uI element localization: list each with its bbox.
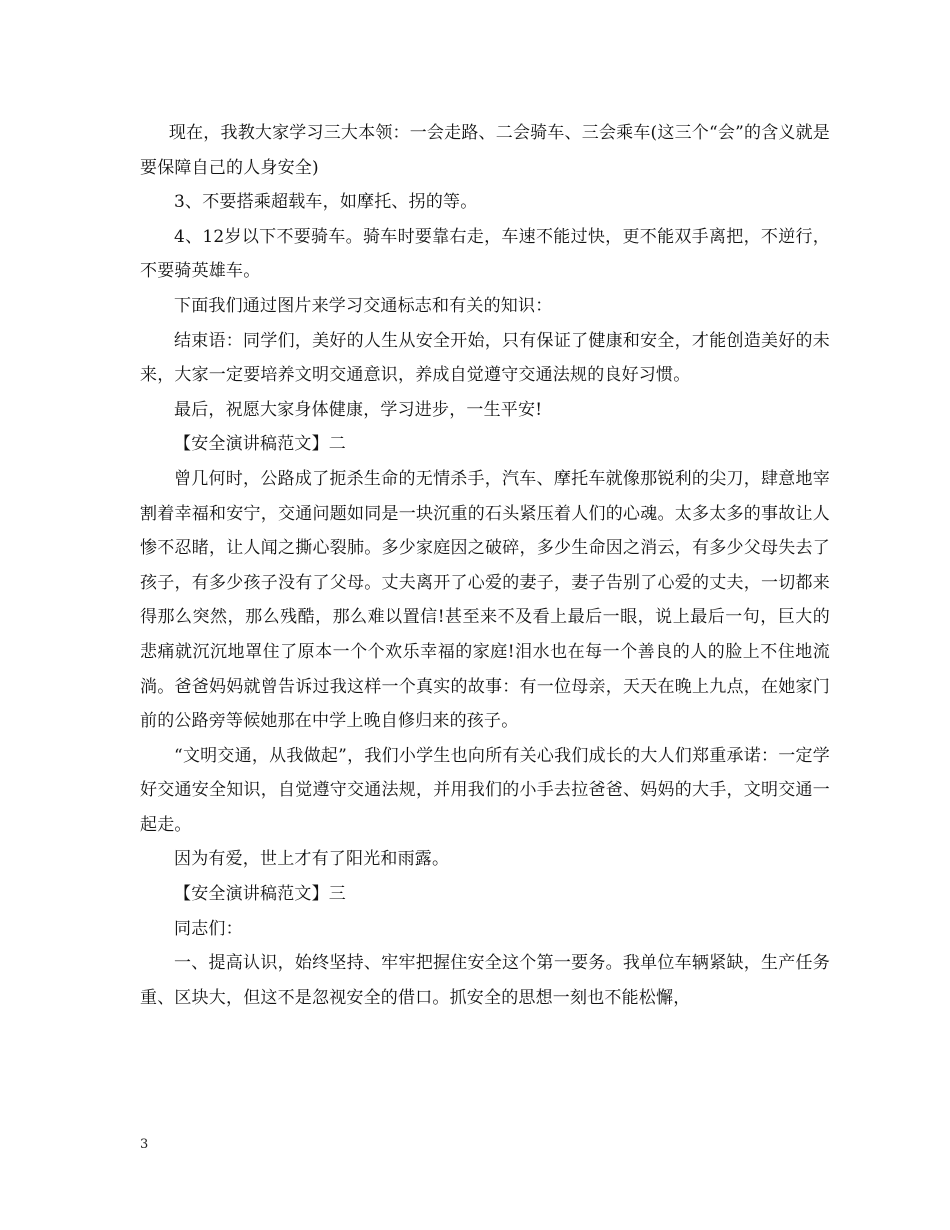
paragraph-intro: 现在，我教大家学习三大本领：一会走路、二会骑车、三会乘车(这三个“会”的含义就是要保障自己的人身安全) bbox=[140, 123, 830, 178]
document-body bbox=[140, 116, 830, 1015]
paragraph-love: 因为有爱，世上才有了阳光和雨露。 bbox=[174, 849, 450, 870]
paragraph-wishes: 最后，祝愿大家身体健康，学习进步，一生平安! bbox=[174, 399, 543, 420]
section-heading-two: 【安全演讲稿范文】二 bbox=[174, 434, 346, 455]
paragraph-story: 曾几何时，公路成了扼杀生命的无情杀手，汽车、摩托车就像那锐利的尖刀，肆意地宰割着幸福和安宁，交通问题如同是一块沉重的石头紧压着人们的心魂。太多太多的事故让人惨不忍睹，让人闻之撕心裂肺。多少家庭因之破碎，多少生命因之消云，有多少父母失去了孩子，有多少孩子没有了父母。丈夫离开了心爱的妻子，妻子告别了心爱的丈夫，一切都来得那么突然，那么残酷，那么难以置信!甚至来不及看上最后一眼，说上最后一句，巨大的悲痛就沉沉地罩住了原本一个个欢乐幸福的家庭!泪水也在每一个善良的人的脸上不住地流淌。爸爸妈妈就曾告诉过我这样一个真实的故事：有一位母亲，天天在晚上九点，在她家门前的公路旁等候她那在中学上晚自修归来的孩子。 bbox=[140, 468, 830, 732]
paragraph-pledge: “文明交通，从我做起”，我们小学生也向所有关心我们成长的大人们郑重承诺：一定学好交通安全知识，自觉遵守交通法规，并用我们的小手去拉爸爸、妈妈的大手，文明交通一起走。 bbox=[140, 745, 830, 835]
section-heading-three: 【安全演讲稿范文】三 bbox=[174, 884, 346, 905]
paragraph-salutation: 同志们： bbox=[174, 918, 243, 939]
paragraph-traffic-signs: 下面我们通过图片来学习交通标志和有关的知识： bbox=[174, 295, 553, 316]
page-number: 3 bbox=[140, 1137, 149, 1152]
paragraph-conclusion: 结束语：同学们，美好的人生从安全开始，只有保证了健康和安全，才能创造美好的未来，大家一定要培养文明交通意识，养成自觉遵守交通法规的良好习惯。 bbox=[140, 330, 830, 386]
paragraph-rule-4: 4、12岁以下不要骑车。骑车时要靠右走，车速不能过快，更不能双手离把，不逆行，不要骑英雄车。 bbox=[140, 226, 830, 282]
paragraph-rule-3: 3、不要搭乘超载车，如摩托、拐的等。 bbox=[174, 192, 478, 213]
paragraph-point-one: 一、提高认识，始终坚持、牢牢把握住安全这个第一要务。我单位车辆紧缺，生产任务重、区块大，但这不是忽视安全的借口。抓安全的思想一刻也不能松懈， bbox=[140, 953, 830, 1008]
